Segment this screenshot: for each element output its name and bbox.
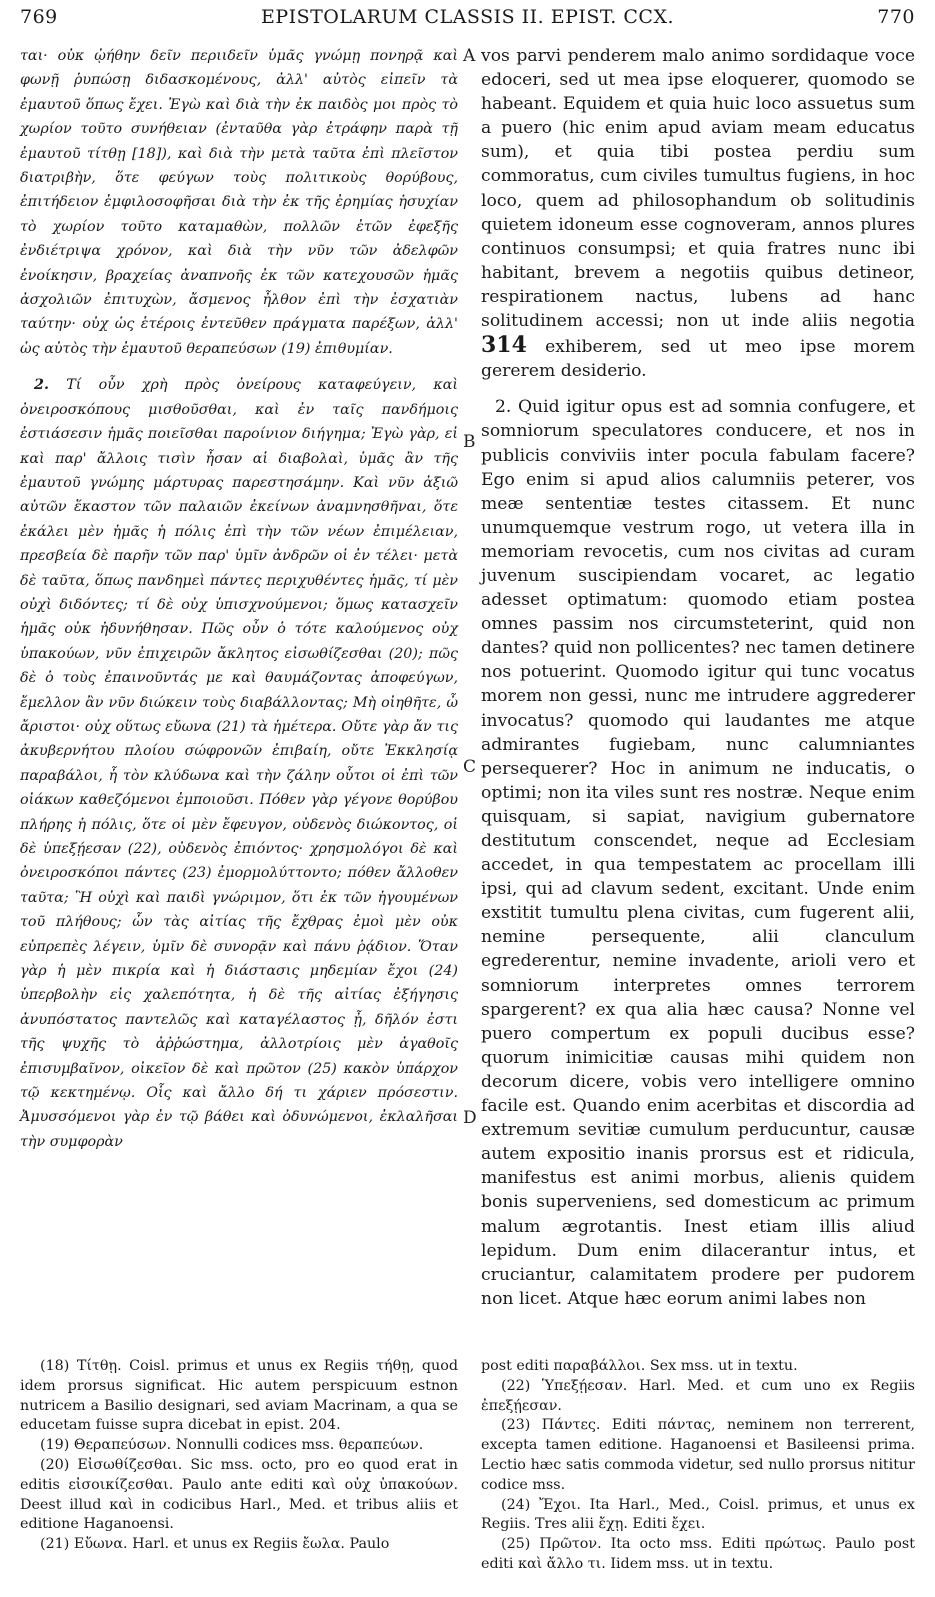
latin-paragraph-2-text: Quid igitur opus est ad somnia confugere, et somniorum speculatores conducere, et nos in publicis conviviis inter pocula fabulam facere? Ego enim si apud alios calumniis peterer, vos meæ sententiæ testes citassem. Et nunc unumquemque vestrum rogo, ut vetera illa in memoriam revocetis, cum nos civitas ad curam juvenum suscipiendam vocaret, ac legatio adesset optimatum: quomodo etiam postea omnes passim nos circumsteterint, quid non dantes? quid non pollicentes? nec tamen detinere nos potuerint. Quomodo igitur qui tunc vocatus morem non gessi, nunc me intrudere aggrederer invocatus? quomodo qui laudantes me atque admirantes fugiebam, nunc calumniantes persequerer? Hoc in animum ne inducatis, o optimi; non ita viles sunt res nostræ. Neque enim quisquam, si sapiat, navigium gubernatore destitutum conscendet, neque ad Ecclesiam accedet, in qua tempestatem ac procellam illi ipsi, qui ad clavum sedent, excitant. Unde enim exstitit tumultu plena civitas, cum fugerent alii, nemine persequente, alii clanculum egrederentur, nemine invadente, arioli vero et somniorum interpretes omnes terrorem spargerent? ex qua alia hæc causa? Nonne vel puero compertum ex populi ducibus esse? quorum inimicitiæ causas mihi quidem non decorum dicere, vobis vero intelligere omnino facile est. Quando enim acerbitas et discordia ad extremum sevitiæ cumulum perducuntur, causæ autem expositio inanis prorsus est et ridicula, manifestus est animi morbus, alienis quidem bonis superveniens, sed domesticum ac primum malum ægrotantis. Inest etiam illis aliud lepidum. Dum enim dilacerantur intus, et cruciantur, calamitatem prodere per pudorem non licet. Atque hæc eorum animi labes non: [481, 397, 915, 1309]
footnote-21: (21) Εὔωνα. Harl. et unus ex Regiis ἔωλα. Paulo: [40, 1536, 390, 1553]
footnote-20: (20) Εἰσωθίζεσθαι. Sic mss. octo, pro eo quod erat in editis εἰσοικίζεσθαι. Paulo ante editi καὶ οὐχ ὑπακούων. Deest illud καὶ in codicibus Harl., Med. et tribus aliis et editione Haganoensi.: [20, 1456, 458, 1533]
footnote-23: (23) Πάντες. Editi πάντας, neminem non terrerent, excepta tamen editione. Haganoensi et Basileensi prima. Lectio hæc satis commoda videtur, sed nullo prorsus nititur codice mss.: [481, 1417, 915, 1493]
latin-column: [481, 44, 915, 1311]
margin-letter-a: A: [463, 46, 476, 66]
latin-paragraph-1-text: vos parvi penderem malo animo sordidaque voce edoceri, sed ut mea ipse eloquerer, quomodo se habeant. Equidem et quia huic loco assuetus sum a puero (hic enim apud aviam meam educatus sum), et quia tibi postea perdiu sum commoratus, cum civiles tumultus fugiens, in hoc loco, quem ad philosophandum ob solitudinis quietem idoneum esse cognoveram, annos plures continuos consumpsi; et quia fratres nunc ibi habitant, brevem a negotiis quibus detineor, respirationem nactus, lubens ad hanc solitudinem accessi; non ut inde aliis negotia: [481, 46, 915, 332]
margin-letter-c: C: [463, 757, 477, 777]
latin-paragraph-2: [481, 395, 915, 1311]
margin-letter-d: D: [463, 1108, 477, 1128]
running-title: EPISTOLARUM CLASSIS II. EPIST. CCX.: [260, 6, 675, 28]
latin-paragraph-1-end: exhiberem, sed ut meo ipse morem gererem desiderio.: [481, 337, 915, 382]
page-reference-mark: 314: [481, 332, 527, 359]
greek-section-number: 2.: [34, 377, 49, 394]
page-number-left: 769: [20, 6, 58, 28]
running-header: [20, 6, 915, 32]
greek-paragraph-1: ται· οὐκ ᾠήθην δεῖν περιιδεῖν ὑμᾶς γνώμῃ πονηρᾷ καὶ φωνῇ ῥυπώσῃ διδασκομένους, ἀλλ' αὐτὸς εἰπεῖν τὰ ἐμαυτοῦ ὅπως ἔχει. Ἐγὼ καὶ διὰ τὴν ἐκ παιδὸς μοι πρὸς τὸ χωρίον τοῦτο συνήθειαν (ἐνταῦθα γὰρ ἐτράφην παρὰ τῇ ἐμαυτοῦ τίτθῃ [18]), καὶ διὰ τὴν μετὰ ταῦτα ἐπὶ πλεῖστον διατριβὴν, ὅτε φεύγων τοὺς πολιτικοὺς θορύβους, ἐπιτήδειον ἐμφιλοσοφῆσαι διὰ τὴν ἐκ τῆς ἐρημίας ἡσυχίαν τὸ χωρίον τοῦτο καταμαθὼν, πολλῶν ἐτῶν ἐφεξῆς ἐνδιέτριψα χρόνον, καὶ διὰ τὴν νῦν τῶν ἀδελφῶν ἐνοίκησιν, βραχείας ἀναπνοῆς ἐκ τῶν κατεχουσῶν ἡμᾶς ἀσχολιῶν ἐπιτυχὼν, ἄσμενος ἦλθον ἐπὶ τὴν ἐσχατιὰν ταύτην· οὐχ ὡς ἑτέροις ἐντεῦθεν πράγματα παρέξων, ἀλλ' ὡς αὐτὸς τὴν ἐμαυτοῦ θεραπεύσων (19) ἐπιθυμίαν.: [20, 48, 458, 357]
footnote-18: (18) Τίτθῃ. Coisl. primus et unus ex Regiis τήθῃ, quod idem prorsus significat. Hic autem perspicuum estnon nutricem a Basilio designari, sed aviam Macrinam, a qua se educetam fuisse supra dicebat in epist. 204.: [20, 1358, 458, 1434]
footnote-25: (25) Πρῶτον. Ita octo mss. Editi πρώτως. Paulo post editi καὶ ἄλλο τι. Iidem mss. ut in textu.: [481, 1536, 915, 1572]
greek-paragraph-2-text: Τί οὖν χρὴ πρὸς ὀνείρους καταφεύγειν, καὶ ὀνειροσκόπους μισθοῦσθαι, καὶ ἐν ταῖς πανδήμοις ἑστιάσεσιν ἡμᾶς ποιεῖσθαι παροίνιον διήγημα; Ἐγὼ γὰρ, εἰ καὶ παρ' ἄλλοις τισὶν ἦσαν αἱ διαβολαὶ, ὑμᾶς ἂν τῆς ἐμαυτοῦ γνώμης μάρτυρας παρεστησάμην. Καὶ νῦν ἀξιῶ αὐτῶν ἕκαστον τῶν παλαιῶν ἐκείνων ἀναμνησθῆναι, ὅτε ἐκάλει μὲν ἡμᾶς ἡ πόλις ἐπὶ τὴν τῶν νέων ἐπιμέλειαν, πρεσβεία δὲ παρῆν τῶν παρ' ὑμῖν ἀνδρῶν οἱ ἐν τέλει· μετὰ δὲ ταῦτα, ὅπως πανδημεὶ πάντες περιχυθέντες ἡμᾶς, τί μὲν οὐχὶ διδόντες; τί δὲ οὐχ ὑπισχνούμενοι; ὅμως κατασχεῖν ἡμᾶς οὐκ ἠδυνήθησαν. Πῶς οὖν ὁ τότε καλούμενος οὐχ ὑπακούων, νῦν ἐπιχειρῶν ἄκλητος εἰσωθίζεσθαι (20); πῶς δὲ ὁ τοὺς ἐπαινοῦντάς με καὶ θαυμάζοντας ἀποφεύγων, ἔμελλον ἂν νῦν διώκειν τοὺς διαβάλλοντας; Μὴ οἰηθῆτε, ὦ ἄριστοι· οὐχ οὕτως εὔωνα (21) τὰ ἡμέτερα. Οὔτε γὰρ ἄν τις ἀκυβερνήτου πλοίου σώφρονῶν ἐπιβαίη, οὔτε Ἐκκλησίᾳ παραβάλοι, ἧ τὸν κλύδωνα καὶ τὴν ζάλην οὗτοι οἱ ἐπὶ τῶν οἰάκων καθεζόμενοι ἐμποιοῦσι. Πόθεν γὰρ γέγονε θορύβου πλήρης ἡ πόλις, ὅτε οἱ μὲν ἔφευγον, οὐδενὸς διώκοντος, οἱ δὲ ὑπεξῄεσαν (22), οὐδενὸς ἐπιόντος· χρησμολόγοι δὲ καὶ ὀνειροσκόποι πάντες (23) ἐμορμολύττοντο; πόθεν ἄλλοθεν ταῦτα; Ἢ οὐχὶ καὶ παιδὶ γνώριμον, ὅτι ἐκ τῶν ἡγουμένων τοῦ πλήθους; ὧν τὰς αἰτίας τῆς ἔχθρας ἐμοὶ μὲν οὐκ εὐπρεπὲς λέγειν, ὑμῖν δὲ συνορᾷν καὶ πάνυ ῥᾴδιον. Ὅταν γὰρ ἡ μὲν πικρία καὶ ἡ διάστασις μηδεμίαν ἔχοι (24) ὑπερβολὴν εἰς χαλεπότητα, ἡ δὲ τῆς αἰτίας ἐξήγησις ἀνυπόστατος παντελῶς καὶ καταγέλαστος ᾖ, δῆλόν ἐστι τῆς ψυχῆς τὸ ἀῤῥώστημα, ἀλλοτρίοις μὲν ἀγαθοῖς ἐπισυμβαῖνον, οἰκεῖον δὲ καὶ πρῶτον (25) κακὸν ὑπάρχον τῷ κεκτημένῳ. Οἷς καὶ ἄλλο δή τι χάριεν πρόσεστιν. Ἀμυσσόμενοι γὰρ ἐν τῷ βάθει καὶ ὀδυνώμενοι, ἐκλαλῆσαι τὴν συμφορὰν: [20, 377, 458, 1150]
latin-paragraph-1: [481, 44, 915, 383]
footnote-24: (24) Ἔχοι. Ita Harl., Med., Coisl. primus, et unus ex Regiis. Tres alii ἔχῃ. Editi ἔχει.: [481, 1496, 915, 1533]
greek-column: [20, 44, 458, 1154]
footnote-22: (22) Ὑπεξῄεσαν. Harl. Med. et cum uno ex Regiis ἐπεξῄεσαν.: [481, 1377, 915, 1414]
footnotes-right: [481, 1357, 915, 1575]
greek-paragraph-2: [20, 373, 458, 1154]
footnote-19: (19) Θεραπεύσων. Nonnulli codices mss. θεραπεύων.: [40, 1437, 424, 1454]
page-number-right: 770: [877, 6, 915, 28]
latin-section-number: 2.: [495, 397, 512, 418]
footnote-21-continued: post editi παραβάλλοι. Sex mss. ut in textu.: [481, 1358, 798, 1374]
margin-letter-b: B: [463, 432, 476, 452]
footnotes-left: [20, 1357, 458, 1555]
